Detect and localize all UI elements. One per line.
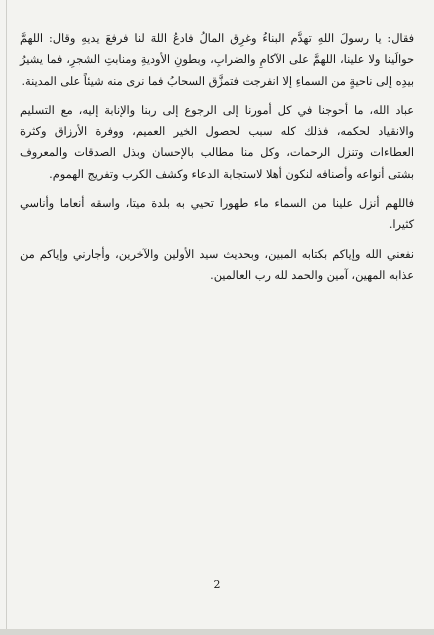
page-body	[20, 28, 414, 286]
page-number: 2	[213, 578, 221, 591]
paragraph-1: فقال: يا رسولَ اللهِ تهدَّم البناءُ وغرِق المالُ فادعُ اللهَ لنا فرفعَ يديهِ وقال: اللهمَّ حوالَينا ولا علينا، اللهمَّ على الآكامِ والضرابِ، وبطونِ الأوديةِ ومنابتِ الشجرِ، فما يشيرُ بيدِه إلى ناحيةٍ من السماءِ إلا انفرجت فتمزَّق السحابُ فما نرى منه شيئاً على المدينة.	[20, 32, 414, 88]
paragraph-3: فاللهم أنزل علينا من السماء ماء طهورا تحيي به بلدة ميتا، واسقه أنعاما وأناسي كثيرا.	[20, 197, 414, 232]
paragraph-4: نفعني الله وإياكم بكتابه المبين، وبحديث سيد الأولين والآخرين، وأجارني وإياكم من عذابه المهين، آمين والحمد لله رب العالمين.	[20, 247, 414, 282]
paragraph-2: عباد الله، ما أحوجنا في كل أمورنا إلى الرجوع إلى ربنا والإنابة إليه، مع التسليم والانقياد لحكمه، فذلك كله سبب لحصول الخير العميم، ووفرة الأرزاق وكثرة العطاءات وتنزل الرحمات، وكل منا مطالب بالإحسان وبذل الصدقات والمعروف بشتى أنواعه وأصنافه لنكون أهلا لاستجابة الدعاء وكشف الكرب وتفريج الهموم.	[20, 103, 414, 181]
